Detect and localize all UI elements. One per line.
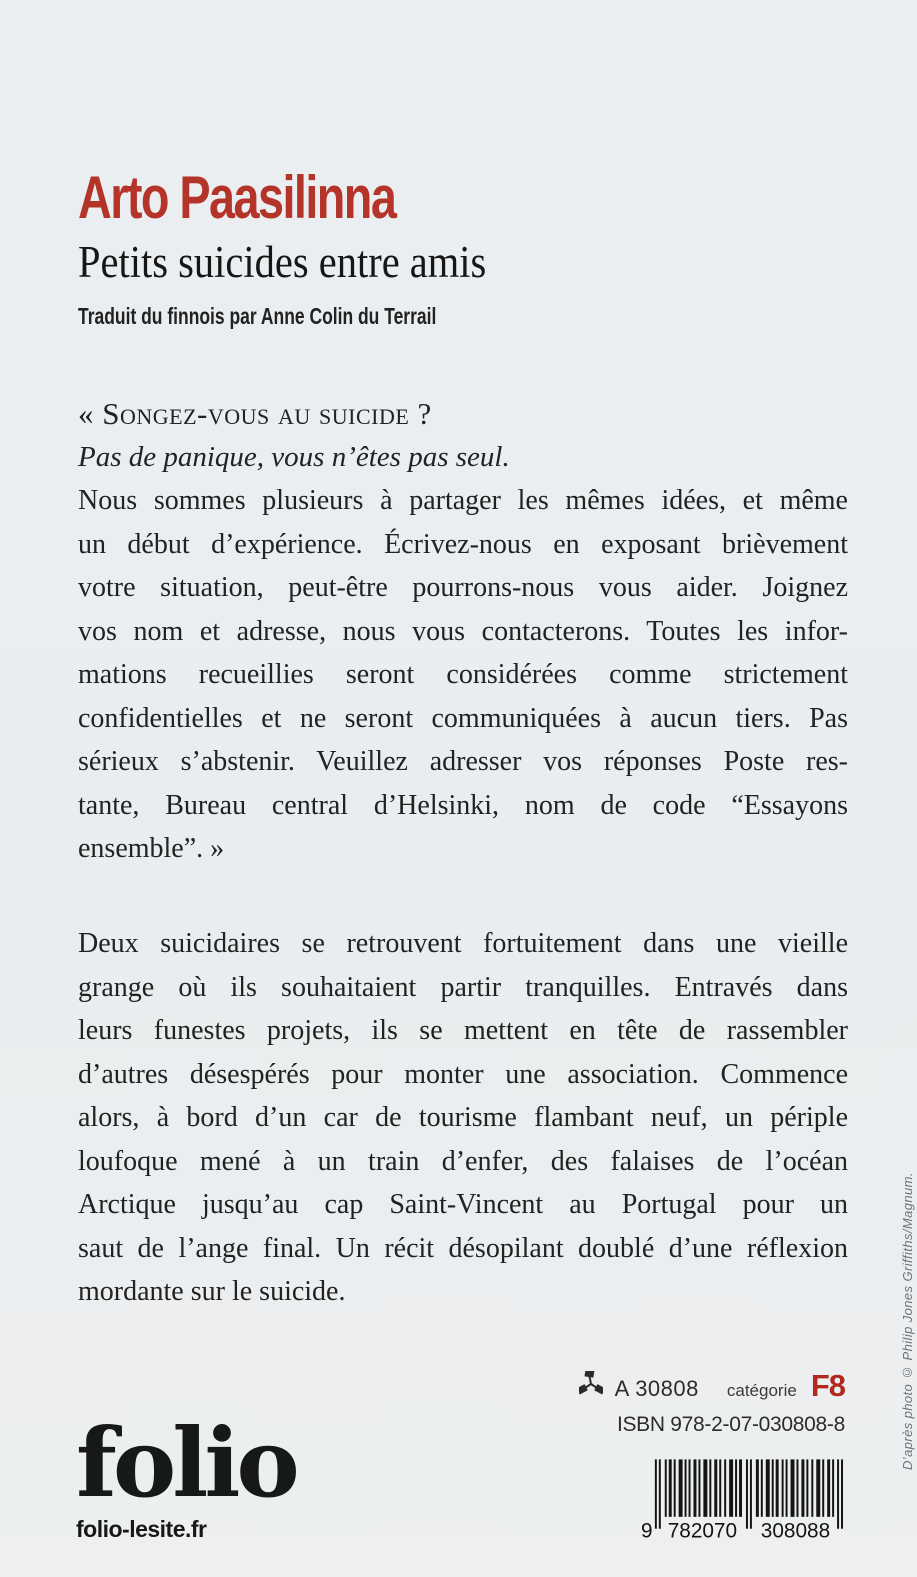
quote-opening-line: « Songez-vous au suicide ? bbox=[78, 396, 432, 431]
text-line: leurs funestes projets, ils se mettent en tête de rassembler bbox=[78, 1015, 848, 1046]
translator-credit: Traduit du finnois par Anne Colin du Terrail bbox=[78, 303, 437, 329]
category-code: F8 bbox=[810, 1368, 845, 1403]
text-line: votre situation, peut-être pourrons-nous vous aider. Joignez bbox=[78, 572, 848, 603]
synopsis-last-line: mordante sur le suicide. bbox=[78, 1276, 346, 1307]
header bbox=[78, 164, 550, 330]
barcode-digit-group: 9 bbox=[641, 1519, 653, 1541]
isbn: ISBN 978-2-07-030808-8 bbox=[616, 1413, 845, 1436]
text-line: loufoque mené à un train d’enfer, des falaises de l’océan bbox=[78, 1145, 848, 1177]
folio-logo: folio bbox=[76, 1408, 296, 1519]
text-line: grange où ils souhaitaient partir tranquilles. Entravés dans bbox=[78, 971, 848, 1003]
text-line: Deux suicidaires se retrouvent fortuitement dans une vieille bbox=[78, 928, 848, 959]
quote-last-line: ensemble”. » bbox=[78, 833, 225, 864]
book-title: Petits suicides entre amis bbox=[78, 237, 487, 287]
publisher-website: folio-lesite.fr bbox=[76, 1516, 207, 1542]
barcode-digit-group: 782070 bbox=[667, 1519, 738, 1541]
publisher-info bbox=[579, 1368, 845, 1546]
colophon-icon bbox=[579, 1371, 603, 1402]
quote-body-lines bbox=[78, 479, 848, 827]
catalog-row bbox=[579, 1368, 845, 1404]
barcode-digit-group: 308088 bbox=[760, 1519, 831, 1541]
text-line: sérieux s’abstenir. Veuillez adresser vos réponses Poste res- bbox=[78, 746, 848, 777]
barcode bbox=[641, 1459, 845, 1546]
text-line: un début d’expérience. Écrivez-nous en exposant brièvement bbox=[78, 528, 848, 560]
text-line: tante, Bureau central d’Helsinki, nom de code “Essayons bbox=[78, 789, 848, 821]
catalog-number: A 30808 bbox=[614, 1376, 699, 1401]
back-cover-quote bbox=[78, 392, 848, 871]
synopsis bbox=[78, 922, 848, 1314]
text-line: mations recueillies seront considérées comme strictement bbox=[78, 659, 848, 690]
text-line: Nous sommes plusieurs à partager les mêmes idées, et même bbox=[78, 485, 848, 516]
text-line: d’autres désespérés pour monter une association. Commence bbox=[78, 1058, 848, 1090]
synopsis-body-lines bbox=[78, 922, 848, 1270]
text-line: saut de l’ange final. Un récit désopilant doublé d’une réflexion bbox=[78, 1232, 848, 1264]
publisher-logo-block bbox=[76, 1408, 296, 1543]
quote-italic-line: Pas de panique, vous n’êtes pas seul. bbox=[78, 440, 510, 473]
text-line: vos nom et adresse, nous vous contacterons. Toutes les infor- bbox=[78, 615, 848, 647]
text-line: confidentielles et ne seront communiquées à aucun tiers. Pas bbox=[78, 702, 848, 734]
category-label: catégorie bbox=[726, 1381, 797, 1400]
author-name: Arto Paasilinna bbox=[78, 164, 396, 231]
text-line: Arctique jusqu’au cap Saint-Vincent au Portugal pour un bbox=[78, 1189, 848, 1220]
text-line: alors, à bord d’un car de tourisme flambant neuf, un périple bbox=[78, 1102, 848, 1133]
photo-credit: D’après photo © Philip Jones Griffiths/Magnum. bbox=[900, 1172, 915, 1470]
